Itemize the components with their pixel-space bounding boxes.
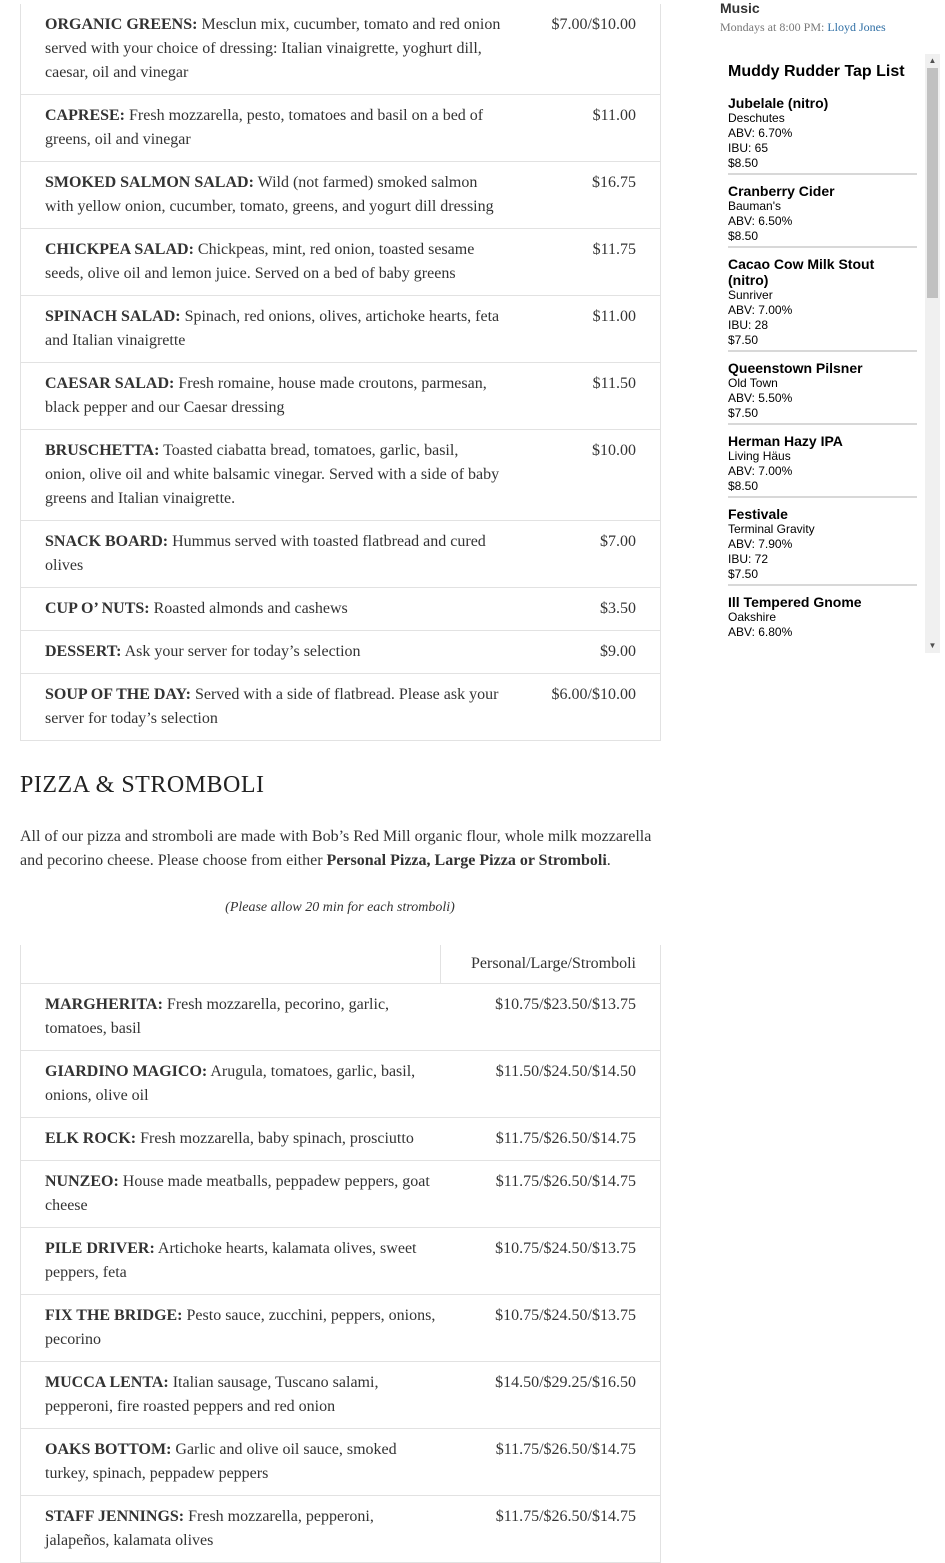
item-name: MUCCA LENTA:: [45, 1374, 169, 1391]
item-description: [21, 1362, 441, 1429]
item-ingredients: Garlic and olive oil sauce, smoked turkey, spinach, peppadew peppers: [45, 1441, 397, 1482]
item-description: [21, 1295, 441, 1362]
item-description: [21, 95, 503, 162]
item-ingredients: Fresh romaine, house made croutons, parmesan, black pepper and our Caesar dressing: [45, 375, 487, 416]
item-description: [21, 162, 503, 229]
pizza-intro: [20, 825, 660, 873]
taplist-content: [728, 54, 917, 653]
item-ingredients: Fresh mozzarella, pesto, tomatoes and basil on a bed of greens, oil and vinegar: [45, 107, 484, 148]
beer-name: Cranberry Cider: [728, 183, 835, 199]
stromboli-note: (Please allow 20 min for each stromboli): [225, 900, 455, 915]
item-description: [21, 588, 503, 631]
beer-detail: Sunriver: [728, 288, 773, 302]
item-name: SOUP OF THE DAY:: [45, 686, 191, 703]
salad-row: [21, 430, 661, 521]
item-price: $11.00: [503, 296, 661, 363]
salads-table: [20, 4, 661, 741]
menu-main-column: [20, 0, 660, 1563]
item-price: $10.75/$24.50/$13.75: [441, 1228, 661, 1295]
item-price: $16.75: [503, 162, 661, 229]
salad-row: [21, 95, 661, 162]
beer-detail: Deschutes: [728, 111, 785, 125]
item-price: $10.75/$24.50/$13.75: [441, 1295, 661, 1362]
item-description: [21, 1429, 441, 1496]
beer-detail: ABV: 5.50%: [728, 391, 793, 405]
pizza-row: [21, 1161, 661, 1228]
item-ingredients: Fresh mozzarella, baby spinach, prosciutto: [136, 1130, 414, 1147]
item-ingredients: Italian sausage, Tuscano salami, pepperoni, fire roasted peppers and red onion: [45, 1374, 379, 1415]
item-price: $10.75/$23.50/$13.75: [441, 984, 661, 1051]
music-artist-link[interactable]: Lloyd Jones: [827, 20, 886, 34]
item-ingredients: Wild (not farmed) smoked salmon with yellow onion, cucumber, tomato, greens, and yogurt dill dressing: [45, 174, 494, 215]
salad-row: [21, 229, 661, 296]
beer-detail: ABV: 7.00%: [728, 303, 793, 317]
beer-detail: $8.50: [728, 479, 759, 493]
item-name: BRUSCHETTA:: [45, 442, 160, 459]
item-ingredients: Fresh mozzarella, pecorino, garlic, tomatoes, basil: [45, 996, 390, 1037]
item-description: [21, 521, 503, 588]
item-name: SMOKED SALMON SALAD:: [45, 174, 254, 191]
beer-name: Cacao Cow Milk Stout (nitro): [728, 256, 875, 288]
item-name: MARGHERITA:: [45, 996, 163, 1013]
beer-detail: IBU: 65: [728, 141, 769, 155]
item-price: $7.00: [503, 521, 661, 588]
item-ingredients: Ask your server for today’s selection: [121, 643, 361, 660]
scroll-down-arrow-icon[interactable]: ▼: [928, 641, 937, 650]
pizza-row: [21, 1295, 661, 1362]
beer-detail: $8.50: [728, 156, 759, 170]
item-description: [21, 363, 503, 430]
item-description: [21, 1051, 441, 1118]
item-name: STAFF JENNINGS:: [45, 1508, 185, 1525]
section-title-pizza: PIZZA & STROMBOLI: [20, 772, 265, 798]
item-description: [21, 631, 503, 674]
item-ingredients: Artichoke hearts, kalamata olives, sweet peppers, feta: [45, 1240, 417, 1281]
beer-detail: Old Town: [728, 376, 778, 390]
beer-detail: $7.50: [728, 567, 759, 581]
pizza-row: [21, 1051, 661, 1118]
item-price: $11.50: [503, 363, 661, 430]
item-price: $9.00: [503, 631, 661, 674]
item-name: OAKS BOTTOM:: [45, 1441, 172, 1458]
item-name: DESSERT:: [45, 643, 122, 660]
salad-row: [21, 4, 661, 95]
taplist-title: Muddy Rudder Tap List: [728, 63, 905, 80]
item-ingredients: Arugula, tomatoes, garlic, basil, onions, olive oil: [45, 1063, 416, 1104]
pizza-row: [21, 984, 661, 1051]
item-ingredients: Chickpeas, mint, red onion, toasted sesame seeds, olive oil and lemon juice. Served on a bed of baby greens: [45, 241, 475, 282]
beer-item: [728, 256, 917, 352]
item-name: CAPRESE:: [45, 107, 126, 124]
music-heading: Music: [720, 0, 760, 16]
item-name: CAESAR SALAD:: [45, 375, 175, 392]
beer-name: Festivale: [728, 506, 788, 522]
item-price: $11.75/$26.50/$14.75: [441, 1496, 661, 1563]
scrollbar-thumb[interactable]: [927, 68, 938, 298]
item-price: $11.75/$26.50/$14.75: [441, 1429, 661, 1496]
pizza-row: [21, 1496, 661, 1563]
item-ingredients: Toasted ciabatta bread, tomatoes, garlic, basil, onion, olive oil and white balsamic vinegar. Served with a side of baby greens and Italian vinaigrette.: [45, 442, 500, 507]
beer-detail: ABV: 6.80%: [728, 625, 793, 639]
sidebar: [720, 0, 945, 650]
music-when: Mondays at 8:00 PM:: [720, 20, 828, 34]
item-price: $6.00/$10.00: [503, 674, 661, 741]
item-ingredients: Fresh mozzarella, pepperoni, jalapeños, kalamata olives: [45, 1508, 374, 1549]
salad-row: [21, 296, 661, 363]
item-name: NUNZEO:: [45, 1173, 119, 1190]
salad-row: [21, 521, 661, 588]
pizza-row: [21, 1362, 661, 1429]
pizza-header-blank: [21, 945, 441, 984]
item-price: $14.50/$29.25/$16.50: [441, 1362, 661, 1429]
pizza-intro-options: Personal Pizza, Large Pizza or Stromboli: [326, 852, 607, 869]
pizza-header-row: [21, 945, 661, 984]
item-description: [21, 296, 503, 363]
item-description: [21, 984, 441, 1051]
beer-detail: ABV: 6.50%: [728, 214, 793, 228]
beer-item: [728, 594, 917, 642]
item-description: [21, 1161, 441, 1228]
item-price: $11.75/$26.50/$14.75: [441, 1118, 661, 1161]
item-name: GIARDINO MAGICO:: [45, 1063, 208, 1080]
music-schedule: [720, 19, 945, 35]
beer-item: [728, 183, 917, 248]
pizza-intro-end: .: [606, 852, 611, 869]
item-description: [21, 229, 503, 296]
item-name: CUP O’ NUTS:: [45, 600, 150, 617]
taplist-scrollbar[interactable]: [925, 54, 940, 653]
item-description: [21, 1228, 441, 1295]
beer-item: [728, 360, 917, 425]
item-description: [21, 4, 503, 95]
beer-detail: ABV: 6.70%: [728, 126, 793, 140]
beer-detail: ABV: 7.00%: [728, 464, 793, 478]
beer-name: Queenstown Pilsner: [728, 360, 863, 376]
item-ingredients: Served with a side of flatbread. Please ask your server for today’s selection: [45, 686, 499, 727]
item-ingredients: Mesclun mix, cucumber, tomato and red onion served with your choice of dressing: Italian vinaigrette, yoghurt dill, caesar, oil and vinegar: [45, 16, 501, 81]
taplist-widget[interactable]: [720, 54, 940, 653]
pizza-table: [20, 945, 661, 1563]
beer-list: [728, 95, 917, 642]
beer-item: [728, 95, 917, 175]
item-name: ELK ROCK:: [45, 1130, 137, 1147]
item-name: FIX THE BRIDGE:: [45, 1307, 183, 1324]
salad-row: [21, 631, 661, 674]
item-name: ORGANIC GREENS:: [45, 16, 198, 33]
scroll-up-arrow-icon[interactable]: ▲: [928, 56, 937, 65]
beer-detail: IBU: 72: [728, 552, 769, 566]
beer-detail: $8.50: [728, 229, 759, 243]
salad-row: [21, 162, 661, 229]
beer-detail: Terminal Gravity: [728, 522, 815, 536]
item-price: $3.50: [503, 588, 661, 631]
beer-detail: $7.50: [728, 406, 759, 420]
pizza-row: [21, 1118, 661, 1161]
beer-detail: $7.50: [728, 333, 759, 347]
item-price: $11.50/$24.50/$14.50: [441, 1051, 661, 1118]
item-price: $11.00: [503, 95, 661, 162]
item-name: SPINACH SALAD:: [45, 308, 181, 325]
item-description: [21, 1496, 441, 1563]
item-description: [21, 674, 503, 741]
pizza-intro-text: All of our pizza and stromboli are made with Bob’s Red Mill organic flour, whole milk mozzarella and pecorino cheese. Please choose from either: [20, 828, 652, 869]
beer-detail: IBU: 28: [728, 318, 769, 332]
beer-detail: Oakshire: [728, 610, 777, 624]
item-ingredients: House made meatballs, peppadew peppers, goat cheese: [45, 1173, 430, 1214]
pizza-row: [21, 1429, 661, 1496]
item-price: $11.75/$26.50/$14.75: [441, 1161, 661, 1228]
beer-detail: ABV: 7.90%: [728, 537, 793, 551]
item-name: CHICKPEA SALAD:: [45, 241, 194, 258]
beer-detail: Bauman's: [728, 199, 781, 213]
beer-detail: Living Häus: [728, 449, 791, 463]
item-price: $7.00/$10.00: [503, 4, 661, 95]
salad-row: [21, 674, 661, 741]
item-ingredients: Pesto sauce, zucchini, peppers, onions, pecorino: [45, 1307, 436, 1348]
item-ingredients: Spinach, red onions, olives, artichoke hearts, feta and Italian vinaigrette: [45, 308, 500, 349]
beer-name: Jubelale (nitro): [728, 95, 829, 111]
salad-row: [21, 363, 661, 430]
salad-row: [21, 588, 661, 631]
item-ingredients: Roasted almonds and cashews: [149, 600, 348, 617]
item-description: [21, 1118, 441, 1161]
item-price: $10.00: [503, 430, 661, 521]
beer-item: [728, 506, 917, 586]
pizza-price-header: Personal/Large/Stromboli: [441, 945, 661, 984]
item-description: [21, 430, 503, 521]
item-name: PILE DRIVER:: [45, 1240, 155, 1257]
item-name: SNACK BOARD:: [45, 533, 169, 550]
pizza-row: [21, 1228, 661, 1295]
beer-name: Herman Hazy IPA: [728, 433, 843, 449]
item-price: $11.75: [503, 229, 661, 296]
beer-item: [728, 433, 917, 498]
beer-name: Ill Tempered Gnome: [728, 594, 862, 610]
item-ingredients: Hummus served with toasted flatbread and cured olives: [45, 533, 486, 574]
